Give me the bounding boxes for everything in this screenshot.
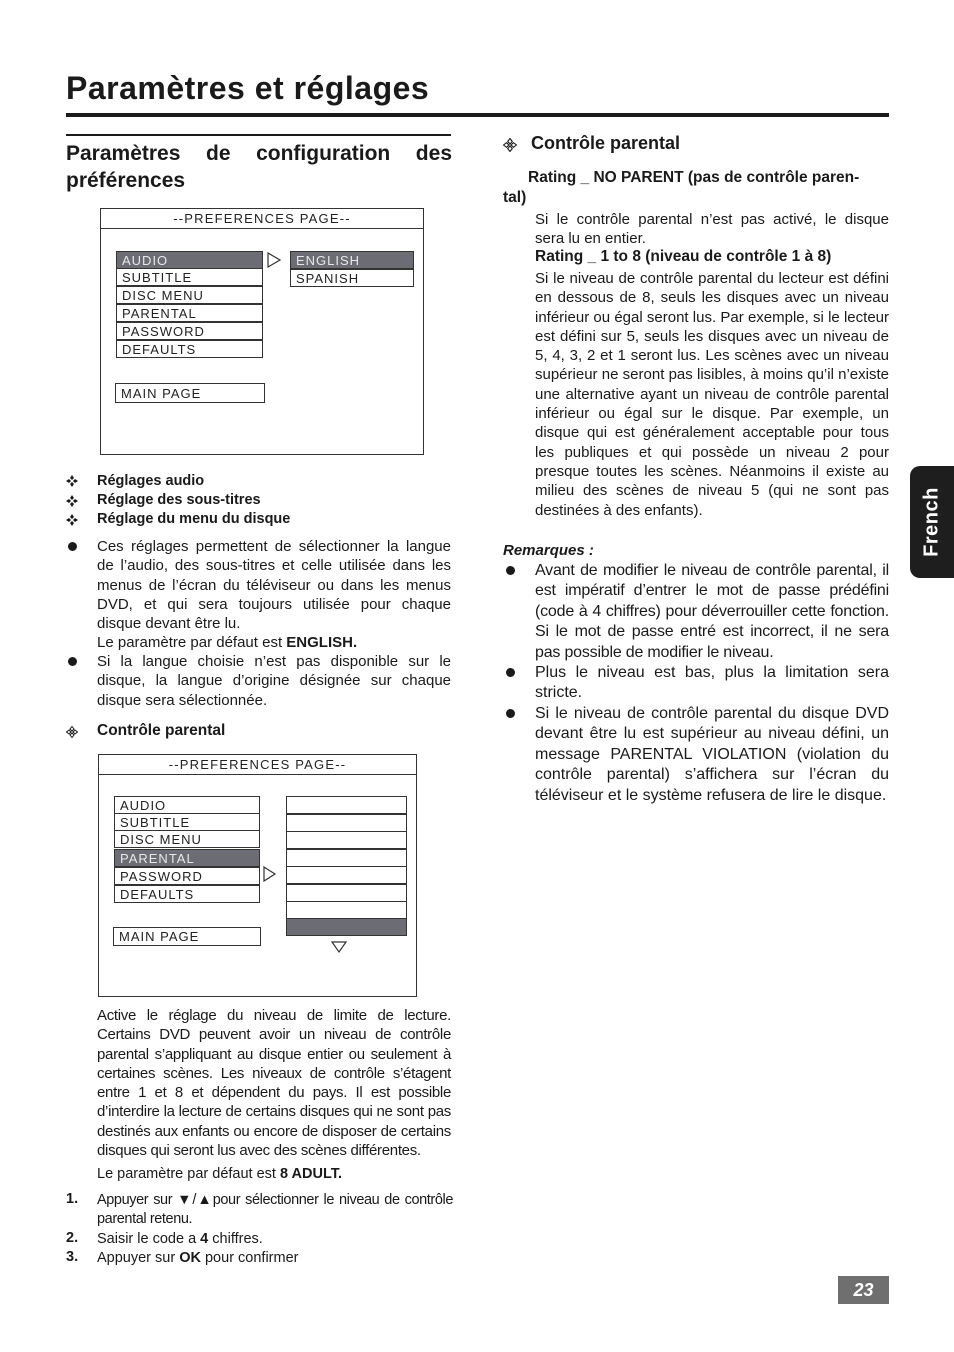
language-tab: French (910, 466, 954, 578)
parental-description: Active le réglage du niveau de limite de lecture. Certains DVD peuvent avoir un niveau de contrôle parental s’appliquant au disque entier ou seulement à certaines scènes. Les niveaux de contrôle s’étagent entre 1 et 8 et dépendent du pays. Il est possible d’interdire la lecture de certains disques qui ne sont pas destinés aux enfants ou encore de disposer de certains disques qui seront lus avec des scènes différentes. (97, 1007, 451, 1160)
menu-item-defaults[interactable]: DEFAULTS (116, 340, 263, 358)
step-1: Appuyer sur ▼/▲pour sélectionner le niveau de contrôle parental retenu. (97, 1192, 453, 1228)
rating-no-parent-title-cont: tal) (503, 189, 527, 206)
bullet-dot-icon (506, 668, 515, 677)
preferences-menu-audio (100, 208, 424, 455)
rating-cell[interactable] (286, 831, 407, 849)
menu-item-defaults[interactable]: DEFAULTS (114, 885, 260, 903)
diamond-bullet-icon (66, 475, 78, 487)
arrow-down-icon (331, 940, 347, 954)
rating-levels-description: Si le niveau de contrôle parental du lecteur est défini en dessous de 8, seuls les disques avec un niveau inférieur ou égal seront lus. Par exemple, si le lecteur est défini sur 5, seuls les disques avec un niveau de 5, 4, 3, 2 et 1 seront lus. Les scènes avec un niveau supérieur ne seront pas lisibles, à moins qu’il n’existe une alternative ayant un niveau de contrôle parental inférieur ou égal sur le disque. Par exemple, un disque qui est généralement acceptable pour tous les publiques et qui possède un niveau 2 pour presque toutes les scènes. Néanmoins il existe au milieu des scènes de niveau 5 (qui ne sont pas destinées à des enfants). (535, 270, 889, 519)
diamond-bullet-icon (66, 514, 78, 526)
no-parent-description: Si le contrôle parental n’est pas activé, le disque sera lu en entier. (535, 211, 889, 248)
diamond-outline-bullet-icon (503, 138, 517, 152)
rating-cell[interactable] (286, 796, 407, 814)
step-number: 1. (66, 1191, 79, 1207)
main-page-button[interactable]: MAIN PAGE (113, 927, 261, 946)
menu-item-disc-menu[interactable]: DISC MENU (114, 830, 260, 848)
menu-item-parental[interactable]: PARENTAL (114, 849, 260, 867)
rating-cell[interactable] (286, 814, 407, 832)
remark-2: Plus le niveau est bas, plus la limitation sera stricte. (535, 664, 889, 702)
default-english-line: Le paramètre par défaut est ENGLISH. (97, 634, 358, 651)
bullet-dot-icon (68, 657, 77, 666)
option-english[interactable]: ENGLISH (290, 251, 414, 269)
default-adult-line: Le paramètre par défaut est 8 ADULT. (97, 1166, 343, 1182)
diamond-item-disc-menu: Réglage du menu du disque (97, 511, 291, 527)
menu-header: --PREFERENCES PAGE-- (101, 209, 423, 229)
menu-header: --PREFERENCES PAGE-- (99, 755, 416, 775)
section-title: Paramètres de configuration des préférences (66, 142, 452, 192)
remark-1: Avant de modifier le niveau de contrôle parental, il est impératif d’entrer le mot de passe prédéfini (code à 4 chiffres) pour déverrouiller cette fonction. Si le mot de passe entré est incorrect, il ne sera pas possible de modifier le niveau. (535, 562, 889, 661)
remarks-heading: Remarques : (503, 542, 594, 559)
page-number: 23 (838, 1276, 889, 1304)
arrow-right-icon (262, 865, 277, 883)
preferences-menu-parental (98, 754, 417, 997)
menu-item-disc-menu[interactable]: DISC MENU (116, 286, 263, 304)
menu-item-password[interactable]: PASSWORD (116, 322, 263, 340)
page-title: Paramètres et réglages (66, 70, 430, 106)
rating-cell[interactable] (286, 901, 407, 919)
title-rule (66, 113, 889, 117)
step-number: 2. (66, 1230, 79, 1246)
remark-3: Si le niveau de contrôle parental du disque DVD devant être lu est supérieur au niveau défini, un message PARENTAL VIOLATION (violation du contrôle parental) s’affichera sur l’écran du téléviseur et le système refusera de lire le disque. (535, 705, 889, 804)
menu-item-parental[interactable]: PARENTAL (116, 304, 263, 322)
step-number: 3. (66, 1249, 79, 1265)
diamond-item-audio: Réglages audio (97, 473, 205, 489)
option-spanish[interactable]: SPANISH (290, 269, 414, 287)
menu-item-audio[interactable]: AUDIO (114, 796, 260, 814)
paragraph-language-fallback: Si la langue choisie n’est pas disponible sur le disque, la langue d’origine désignée sur chaque disque sera sélectionnée. (97, 653, 451, 709)
parental-heading-right: Contrôle parental (531, 133, 681, 153)
menu-item-audio[interactable]: AUDIO (116, 251, 263, 269)
diamond-bullet-icon (66, 495, 78, 507)
rating-cell[interactable] (286, 866, 407, 884)
section-rule (66, 134, 451, 136)
rating-cell[interactable] (286, 884, 407, 902)
menu-item-subtitle[interactable]: SUBTITLE (114, 813, 260, 831)
paragraph-language-settings: Ces réglages permettent de sélectionner la langue de l’audio, des sous-titres et celle utilisée dans les menus de l’écran du téléviseur ou dans les menus DVD, et qui sera toujours utilisée pour chaque disque devant être lu. (97, 538, 451, 633)
bullet-dot-icon (68, 542, 77, 551)
step-2: Saisir le code a 4 chiffres. (97, 1231, 263, 1247)
diamond-item-subtitles: Réglage des sous-titres (97, 492, 261, 508)
rating-levels-title: Rating _ 1 to 8 (niveau de contrôle 1 à 8) (535, 248, 832, 265)
rating-cell[interactable] (286, 849, 407, 867)
step-3: Appuyer sur OK pour confirmer (97, 1250, 299, 1266)
diamond-outline-bullet-icon (66, 726, 78, 738)
main-page-button[interactable]: MAIN PAGE (115, 383, 265, 403)
bullet-dot-icon (506, 566, 515, 575)
parental-heading-left: Contrôle parental (97, 722, 226, 739)
rating-cell-selected[interactable] (286, 918, 407, 936)
bullet-dot-icon (506, 709, 515, 718)
arrow-right-icon (266, 251, 282, 269)
rating-no-parent-title: Rating _ NO PARENT (pas de contrôle paren- (528, 169, 860, 186)
menu-item-password[interactable]: PASSWORD (114, 867, 260, 885)
menu-item-subtitle[interactable]: SUBTITLE (116, 268, 263, 286)
